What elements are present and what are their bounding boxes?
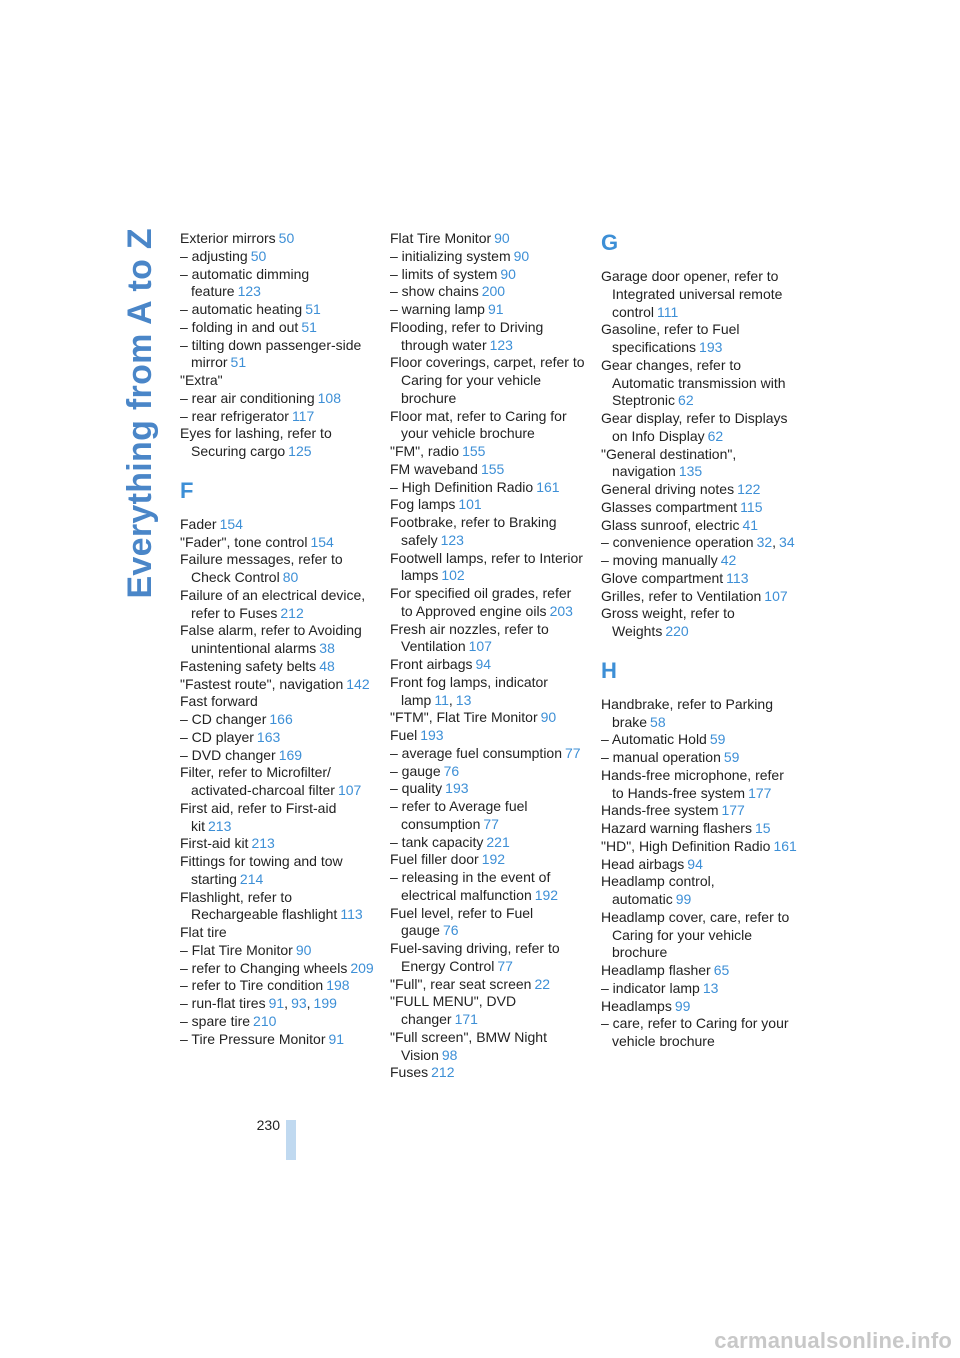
page-ref-link[interactable]: 65	[713, 962, 730, 978]
page-ref-link[interactable]: 22	[534, 975, 551, 992]
index-term: – CD changer	[180, 711, 267, 727]
index-entry	[390, 656, 586, 674]
index-entry	[390, 266, 586, 284]
page-ref-link[interactable]: 99	[675, 891, 692, 907]
page-ref-link[interactable]: 107	[337, 782, 362, 798]
watermark: carmanualsonline.info	[714, 1328, 952, 1353]
index-term: – limits of system	[390, 265, 498, 282]
index-term: – spare tire	[180, 1012, 251, 1029]
index-term: Footwell lamps, refer to Interior lamps	[390, 549, 583, 584]
index-term: – quality	[390, 780, 443, 797]
index-entry	[180, 622, 376, 658]
index-entry	[601, 767, 797, 803]
side-section-title	[120, 228, 160, 928]
page-ref-link[interactable]: 123	[489, 336, 513, 353]
index-entry	[390, 745, 586, 763]
index-entry	[180, 747, 376, 765]
index-entry	[180, 729, 376, 747]
page-ref-link[interactable]: 51	[301, 318, 317, 335]
index-entry	[180, 889, 376, 925]
index-entry	[601, 446, 797, 482]
page-ref-link[interactable]: 48	[319, 657, 335, 674]
index-entry	[180, 693, 376, 711]
index-term: "Extra"	[180, 372, 223, 388]
index-entry	[180, 372, 376, 390]
index-entry	[601, 998, 797, 1016]
page-ref-link[interactable]: 90	[513, 247, 530, 264]
page-ref-link[interactable]: 93	[291, 995, 307, 1011]
index-term: – automatic heating	[180, 301, 303, 317]
index-term: Fog lamps	[390, 496, 456, 513]
index-entry	[390, 993, 586, 1029]
index-entry	[180, 853, 376, 889]
page-ref-link[interactable]: 102	[441, 567, 465, 584]
index-entry	[601, 980, 797, 998]
page-ref-link[interactable]: 62	[678, 392, 694, 409]
page-ref-link[interactable]: 50	[250, 247, 267, 264]
index-term: Failure messages, refer to Check Control	[180, 551, 343, 585]
index-term: – moving manually	[601, 552, 718, 568]
index-entry	[601, 499, 797, 517]
page-ref-link[interactable]: 94	[687, 855, 703, 872]
index-entry	[390, 851, 586, 869]
index-entry	[601, 552, 797, 570]
index-entry	[601, 357, 797, 410]
index-term: Exterior mirrors	[180, 230, 276, 246]
index-term: "HD", High Definition Radio	[601, 837, 771, 854]
page-ref-link[interactable]: 90	[500, 265, 516, 282]
index-entry	[390, 550, 586, 586]
page-ref-link[interactable]: 90	[494, 230, 510, 246]
index-term: – rear air conditioning	[180, 389, 315, 406]
index-entry	[390, 1064, 586, 1082]
index-term: – folding in and out	[180, 318, 299, 335]
page-ref-link[interactable]: 38	[319, 640, 335, 656]
index-term: – CD player	[180, 728, 254, 745]
index-entry	[390, 709, 586, 727]
page-ref-link[interactable]: 41	[742, 516, 759, 533]
page-ref-link[interactable]: 13	[702, 979, 719, 996]
page-ref-link[interactable]: 154	[219, 515, 243, 532]
index-entry	[390, 674, 586, 710]
index-entry	[180, 1013, 376, 1031]
index-term: False alarm, refer to Avoiding unintentional alarms	[180, 622, 362, 656]
index-entry	[180, 800, 376, 836]
index-term: Hands-free system	[601, 802, 719, 819]
index-term: Fastening safety belts	[180, 657, 317, 674]
index-entry	[180, 658, 376, 676]
index-entry	[390, 727, 586, 745]
index-term: – indicator lamp	[601, 979, 700, 996]
page-ref-link[interactable]: 115	[740, 498, 763, 515]
index-term: Headlamp cover, care, refer to Caring for your vehicle brochure	[601, 908, 790, 961]
page-ref-link[interactable]: 171	[454, 1011, 478, 1027]
page-ref-link[interactable]: 111	[657, 303, 679, 320]
index-term: General driving notes	[601, 481, 735, 497]
page-ref-link[interactable]: 213	[208, 817, 232, 834]
index-term: – run-flat tires	[180, 995, 266, 1011]
index-term: Filter, refer to Microfilter/ activated-charcoal filter	[180, 764, 335, 798]
index-term: Front fog lamps, indicator lamp	[390, 673, 548, 708]
page-ref-link[interactable]: 108	[317, 389, 341, 406]
index-column-2	[390, 230, 586, 1082]
page-ref-link[interactable]: 193	[445, 780, 469, 797]
index-term: Gear display, refer to Displays on Info Display	[601, 410, 788, 444]
index-entry	[180, 230, 376, 248]
index-term: Fuses	[390, 1064, 429, 1081]
index-entry	[390, 834, 586, 852]
index-term: First-aid kit	[180, 835, 249, 852]
index-entry	[390, 621, 586, 657]
index-term: – DVD changer	[180, 746, 276, 763]
page-ref-link[interactable]: 166	[269, 711, 293, 727]
index-term: Hands-free microphone, refer to Hands-free system	[601, 766, 784, 801]
page-ref-link[interactable]: 80	[282, 569, 299, 585]
page-ref-link[interactable]: 11	[434, 691, 449, 708]
index-entry	[390, 869, 586, 905]
page-ref-link[interactable]: 77	[483, 815, 499, 832]
index-entry	[180, 764, 376, 800]
page-ref-link[interactable]: 123	[440, 531, 464, 548]
index-entry	[180, 301, 376, 319]
index-term: Flashlight, refer to Rechargeable flashlight	[180, 888, 338, 923]
index-term: Fuel	[390, 727, 418, 743]
page-ref-link[interactable]: 13	[455, 691, 472, 708]
index-entry	[390, 408, 586, 444]
index-entry	[180, 587, 376, 623]
index-term: Glove compartment	[601, 569, 724, 586]
page-ref-link[interactable]: 91	[487, 301, 504, 317]
index-term: – care, refer to Caring for your vehicle brochure	[601, 1015, 789, 1049]
page-ref-link[interactable]: 123	[237, 283, 261, 300]
page-ref-link[interactable]: 122	[737, 481, 761, 497]
page-ref-link[interactable]: 221	[486, 833, 510, 850]
index-term: "FM", radio	[390, 443, 460, 459]
index-term: – Tire Pressure Monitor	[180, 1030, 326, 1047]
page-ref-link[interactable]: 99	[674, 997, 691, 1014]
index-entry	[390, 479, 586, 497]
index-term: Fresh air nozzles, refer to Ventilation	[390, 620, 549, 655]
index-entry	[180, 711, 376, 729]
page-ref-separator: ,	[306, 995, 311, 1011]
index-entry	[390, 514, 586, 550]
page-ref-link[interactable]: 15	[754, 820, 771, 836]
index-entry	[601, 802, 797, 820]
index-term: "FULL MENU", DVD changer	[390, 993, 517, 1027]
index-term: Flat tire	[180, 924, 227, 940]
index-entry	[390, 798, 586, 834]
index-entry	[390, 763, 586, 781]
index-term: Gear changes, refer to Automatic transmission with Steptronic	[601, 356, 786, 409]
page-ref-link[interactable]: 135	[678, 463, 703, 480]
page-ref-link[interactable]: 77	[565, 744, 581, 761]
page-ref-link[interactable]: 34	[779, 534, 795, 551]
index-entry	[180, 995, 376, 1013]
index-term: – initializing system	[390, 247, 511, 264]
index-term: Headlamp flasher	[601, 962, 711, 978]
index-entry	[390, 461, 586, 479]
index-term: Flooding, refer to Driving through water	[390, 318, 544, 353]
index-entry	[601, 588, 797, 606]
page-ref-link[interactable]: 50	[278, 230, 295, 246]
page-ref-link[interactable]: 169	[278, 746, 303, 763]
index-term: – Flat Tire Monitor	[180, 941, 293, 958]
page-ref-link[interactable]: 154	[310, 533, 334, 550]
index-entry	[180, 266, 376, 302]
page-ref-link[interactable]: 200	[481, 283, 506, 300]
index-term: Fuel-saving driving, refer to Energy Control	[390, 940, 560, 974]
page-ref-link[interactable]: 203	[549, 602, 573, 619]
page-ref-link[interactable]: 213	[251, 835, 275, 852]
index-entry	[180, 551, 376, 587]
index-column-1	[180, 230, 376, 1048]
index-term: – manual operation	[601, 749, 721, 765]
index-term: Front airbags	[390, 656, 473, 672]
page-ref-link[interactable]: 113	[340, 906, 363, 923]
index-term: – gauge	[390, 762, 441, 779]
page-ref-link[interactable]: 98	[441, 1046, 458, 1063]
index-entry	[180, 337, 376, 373]
page-ref-link[interactable]: 94	[475, 656, 492, 672]
index-term: Hazard warning flashers	[601, 820, 752, 836]
index-term: – refer to Tire condition	[180, 977, 324, 994]
page-ref-link[interactable]: 192	[481, 851, 506, 868]
page-ref-link[interactable]: 212	[431, 1064, 455, 1081]
section-letter-heading: H	[601, 657, 617, 683]
page-ref-link[interactable]: 32	[756, 534, 773, 551]
index-term: FM waveband	[390, 460, 478, 477]
index-term: Fuel level, refer to Fuel gauge	[390, 904, 534, 939]
index-term: For specified oil grades, refer to Approved engine oils	[390, 585, 572, 619]
index-entry	[601, 962, 797, 980]
page-ref-link[interactable]: 193	[420, 727, 444, 743]
index-term: Flat Tire Monitor	[390, 230, 492, 246]
index-entry	[601, 268, 797, 321]
index-entry	[180, 924, 376, 942]
page-ref-separator: ,	[448, 691, 453, 708]
page-ref-separator: ,	[772, 534, 777, 551]
page-ref-link[interactable]: 113	[726, 569, 749, 586]
page-ref-link[interactable]: 212	[280, 604, 304, 621]
index-entry	[601, 731, 797, 749]
index-entry	[390, 230, 586, 248]
page-ref-link[interactable]: 142	[346, 675, 370, 692]
index-entry	[180, 977, 376, 995]
index-column-3	[601, 230, 797, 1051]
index-entry	[180, 1031, 376, 1049]
index-entry	[180, 390, 376, 408]
section-letter-heading: G	[601, 230, 619, 255]
index-entry	[390, 976, 586, 994]
index-term: First aid, refer to First-aid kit	[180, 799, 337, 834]
page-ref-link[interactable]: 214	[239, 870, 264, 887]
index-entry	[180, 319, 376, 337]
side-section-title-text: Everything from A to Z	[121, 228, 159, 599]
index-entry	[390, 301, 586, 319]
index-entry	[390, 585, 586, 621]
index-term: – releasing in the event of electrical malfunction	[390, 869, 551, 903]
page-ref-link[interactable]: 51	[230, 354, 247, 371]
page-ref-link[interactable]: 220	[665, 623, 689, 639]
page-ref-link[interactable]: 90	[295, 941, 312, 958]
page-ref-link[interactable]: 76	[443, 762, 460, 779]
index-entry	[601, 534, 797, 552]
page-ref-link[interactable]: 125	[288, 443, 312, 459]
page-ref-separator: ,	[284, 995, 289, 1011]
page-ref-link[interactable]: 107	[468, 638, 492, 655]
index-entry	[180, 408, 376, 426]
index-term: – tank capacity	[390, 833, 484, 850]
index-term: Garage door opener, refer to Integrated universal remote control	[601, 268, 783, 320]
page-ref-link[interactable]: 163	[256, 728, 281, 745]
index-entry	[390, 248, 586, 266]
index-term: "Full", rear seat screen	[390, 975, 532, 992]
page-ref-link[interactable]: 59	[709, 731, 726, 748]
index-term: Fuel filler door	[390, 851, 479, 868]
index-term: – refer to Changing wheels	[180, 959, 348, 976]
index-entry	[601, 481, 797, 499]
index-term: Footbrake, refer to Braking safely	[390, 514, 557, 548]
index-term: "FTM", Flat Tire Monitor	[390, 709, 538, 726]
index-entry	[601, 696, 797, 732]
page-ref-link[interactable]: 209	[350, 959, 374, 976]
page-ref-link[interactable]: 62	[707, 427, 724, 444]
index-term: "Full screen", BMW Night Vision	[390, 1028, 547, 1063]
index-entry	[390, 780, 586, 798]
index-term: Headlamps	[601, 997, 672, 1014]
index-term: – average fuel consumption	[390, 744, 562, 761]
index-entry	[390, 443, 586, 461]
index-term: – convenience operation	[601, 534, 754, 551]
index-entry	[601, 749, 797, 767]
index-entry	[601, 410, 797, 446]
index-term: – tilting down passenger-side mirror	[180, 336, 362, 371]
index-entry	[390, 319, 586, 355]
index-term: – show chains	[390, 283, 479, 300]
index-entry	[180, 425, 376, 461]
index-term: Glass sunroof, electric	[601, 516, 740, 533]
page-ref-link[interactable]: 90	[540, 709, 557, 726]
page-ref-link[interactable]: 193	[699, 339, 723, 355]
index-term: Fader	[180, 515, 217, 532]
index-entry	[180, 676, 376, 694]
index-term: Eyes for lashing, refer to Securing cargo	[180, 425, 332, 459]
index-term: Gross weight, refer to Weights	[601, 605, 735, 639]
index-term: "Fader", tone control	[180, 533, 308, 550]
index-term: Floor mat, refer to Caring for your vehicle brochure	[390, 407, 567, 442]
index-term: Glasses compartment	[601, 498, 738, 515]
index-term: "General destination", navigation	[601, 445, 737, 480]
page-ref-link[interactable]: 192	[534, 886, 559, 903]
section-letter-heading: F	[180, 477, 194, 503]
page-ref-link[interactable]: 76	[442, 922, 459, 939]
index-term: – warning lamp	[390, 301, 485, 317]
index-entry	[601, 838, 797, 856]
page-ref-link[interactable]: 101	[458, 496, 482, 513]
index-term: Gasoline, refer to Fuel specifications	[601, 321, 740, 355]
page-ref-link[interactable]: 199	[313, 995, 337, 1011]
page-ref-link[interactable]: 77	[497, 957, 513, 974]
index-entry	[180, 960, 376, 978]
index-entry	[390, 354, 586, 407]
page-number-bar	[286, 1120, 296, 1160]
index-entry	[601, 321, 797, 357]
page-ref-link[interactable]: 91	[268, 995, 285, 1011]
index-entry	[390, 905, 586, 941]
page-ref-link[interactable]: 161	[773, 837, 797, 854]
index-entry	[180, 248, 376, 266]
index-term: – refer to Average fuel consumption	[390, 798, 528, 832]
index-term: Fast forward	[180, 693, 258, 710]
index-entry	[180, 534, 376, 552]
index-term: – rear refrigerator	[180, 407, 289, 424]
index-term: – adjusting	[180, 247, 248, 264]
page-ref-link[interactable]: 91	[328, 1030, 345, 1047]
index-entry	[601, 570, 797, 588]
page-ref-link[interactable]: 107	[764, 587, 788, 604]
page-ref-link[interactable]: 198	[326, 977, 350, 994]
page-ref-link[interactable]: 161	[536, 478, 560, 495]
index-entry	[390, 940, 586, 976]
index-term: Head airbags	[601, 855, 685, 872]
index-entry	[390, 283, 586, 301]
index-term: – automatic dimming feature	[180, 265, 310, 300]
index-entry	[180, 835, 376, 853]
index-entry	[601, 856, 797, 874]
page-ref-link[interactable]: 177	[748, 784, 772, 801]
page-ref-link[interactable]: 177	[721, 802, 745, 819]
page-ref-link[interactable]: 155	[462, 443, 486, 459]
index-term: Handbrake, refer to Parking brake	[601, 695, 773, 730]
index-term: Failure of an electrical device, refer to Fuses	[180, 586, 366, 621]
index-entry	[601, 873, 797, 909]
index-term: Headlamp control, automatic	[601, 873, 715, 907]
page-ref-link[interactable]: 210	[253, 1012, 277, 1029]
page-ref-link[interactable]: 58	[650, 713, 666, 730]
page-number: 230	[256, 1117, 280, 1133]
page-ref-link[interactable]: 117	[291, 407, 315, 424]
page-ref-link[interactable]: 51	[305, 301, 321, 317]
index-entry	[390, 496, 586, 514]
page-ref-link[interactable]: 42	[720, 552, 737, 568]
index-entry	[601, 1015, 797, 1051]
index-term: Grilles, refer to Ventilation	[601, 587, 762, 604]
index-entry	[601, 605, 797, 641]
index-term: Floor coverings, carpet, refer to Caring for your vehicle brochure	[390, 354, 585, 406]
index-term: Fittings for towing and tow starting	[180, 853, 343, 887]
page-ref-link[interactable]: 59	[723, 749, 740, 765]
index-term: – High Definition Radio	[390, 478, 534, 495]
index-entry	[180, 516, 376, 534]
index-entry	[601, 517, 797, 535]
page-ref-link[interactable]: 155	[480, 460, 505, 477]
index-entry	[180, 942, 376, 960]
index-entry	[601, 909, 797, 962]
index-entry	[390, 1029, 586, 1065]
index-term: – Automatic Hold	[601, 731, 707, 748]
index-entry	[601, 820, 797, 838]
index-term: "Fastest route", navigation	[180, 675, 344, 692]
